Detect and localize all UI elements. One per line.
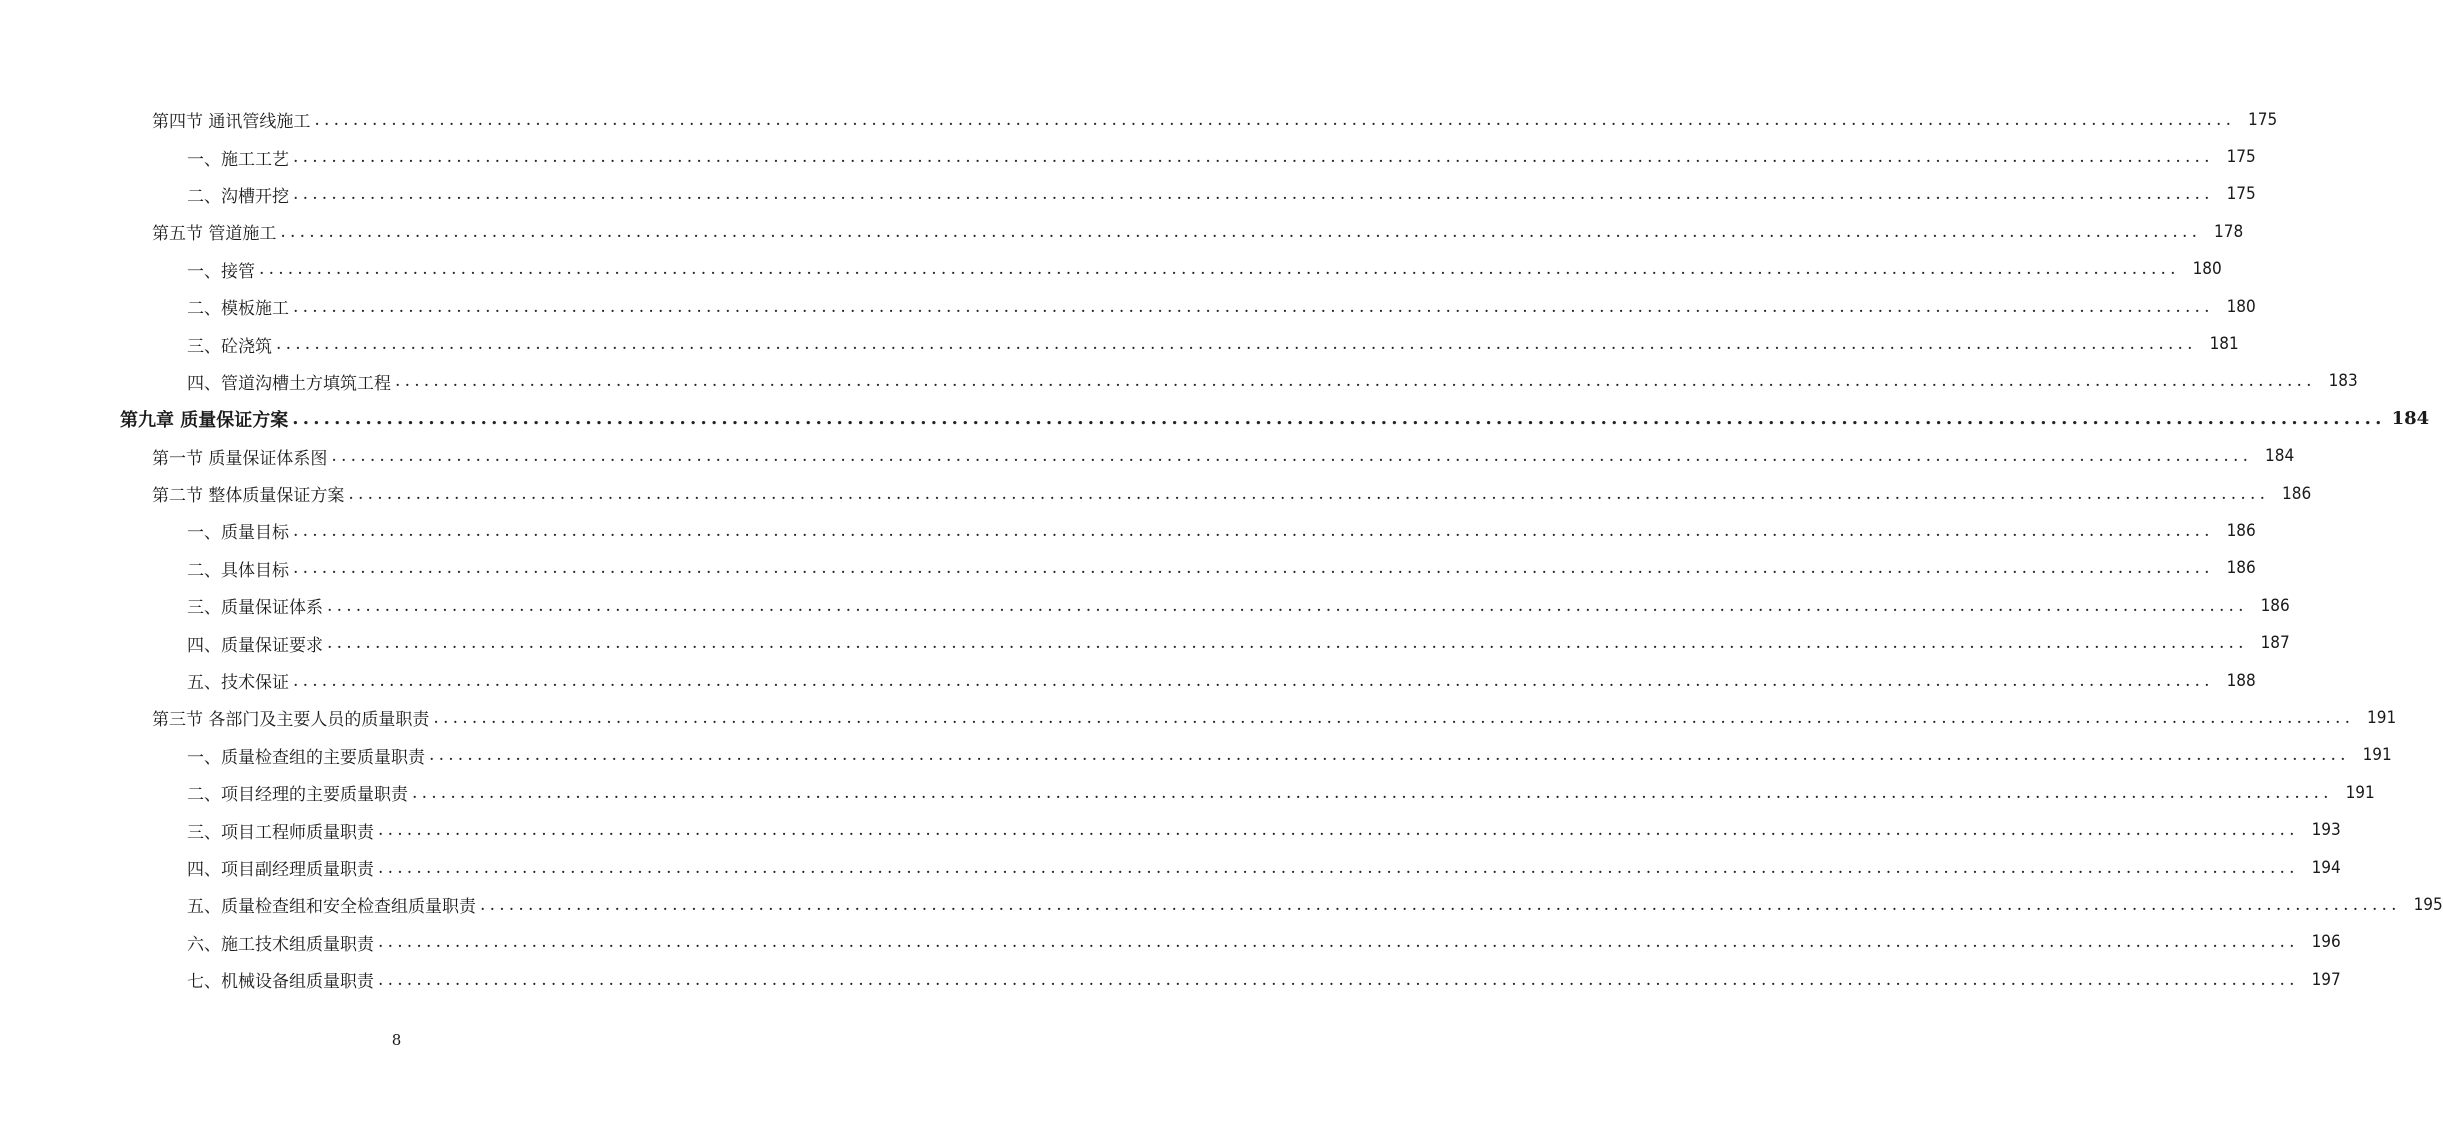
- toc-entry[interactable]: [0, 624, 2290, 661]
- toc-entry-page: 191: [2345, 782, 2375, 803]
- toc-dot-leader: ........................................................................................................................................................................................................: [314, 109, 2236, 130]
- toc-entry[interactable]: [0, 138, 2256, 175]
- toc-entry-label: 二、模板施工: [187, 299, 289, 320]
- toc-entry-page: 175: [2226, 184, 2256, 205]
- toc-entry-page: 186: [2226, 558, 2256, 579]
- toc-entry-label: 一、施工工艺: [187, 149, 289, 170]
- toc-entry[interactable]: [0, 325, 2239, 362]
- toc-entry-page: 188: [2226, 670, 2256, 691]
- toc-entry[interactable]: [0, 550, 2256, 587]
- toc-entry-label: 三、质量保证体系: [187, 598, 323, 619]
- toc-dot-leader: ........................................................................................................................................................................................................: [348, 483, 2270, 504]
- toc-dot-leader: ........................................................................................................................................................................................................: [395, 371, 2316, 392]
- toc-entry-page: 194: [2311, 857, 2341, 878]
- toc-dot-leader: ........................................................................................................................................................................................................: [293, 520, 2214, 541]
- toc-entry[interactable]: [0, 363, 2358, 400]
- toc-entry[interactable]: [0, 737, 2392, 774]
- toc-dot-leader: ........................................................................................................................................................................................................: [480, 894, 2401, 915]
- toc-entry-label: 六、施工技术组质量职责: [187, 934, 374, 955]
- toc-entry-label: 第九章 质量保证方案: [120, 409, 289, 431]
- toc-entry[interactable]: [0, 475, 2312, 512]
- toc-entry[interactable]: [0, 176, 2256, 213]
- toc-entry-page: 197: [2311, 969, 2341, 990]
- toc-entry-label: 第四节 通讯管线施工: [152, 112, 311, 133]
- toc-dot-leader: ........................................................................................................................................................................................................: [378, 820, 2299, 841]
- toc-entry[interactable]: [0, 811, 2341, 848]
- toc-entry[interactable]: [0, 251, 2222, 288]
- toc-entry-label: 一、质量目标: [187, 523, 289, 544]
- toc-dot-leader: ........................................................................................................................................................................................................: [412, 782, 2333, 803]
- toc-entry-page: 181: [2209, 334, 2239, 355]
- toc-dot-leader: ........................................................................................................................................................................................................: [276, 334, 2197, 355]
- toc-dot-leader: ........................................................................................................................................................................................................: [378, 969, 2299, 990]
- toc-entry-page: 186: [2260, 595, 2290, 616]
- toc-entry-label: 四、项目副经理质量职责: [187, 860, 374, 880]
- toc-entry-label: 三、项目工程师质量职责: [187, 822, 374, 843]
- toc-entry[interactable]: [0, 512, 2256, 549]
- toc-entry[interactable]: [0, 924, 2341, 961]
- toc-entry-label: 一、接管: [187, 261, 255, 282]
- toc-dot-leader: ........................................................................................................................................................................................................: [293, 558, 2214, 579]
- toc-entry-page: 184: [2391, 408, 2430, 430]
- toc-entry-page: 180: [2192, 259, 2222, 280]
- toc-entry-page: 196: [2311, 932, 2341, 953]
- toc-entry-page: 184: [2264, 446, 2295, 467]
- toc-entry-page: 191: [2362, 745, 2392, 766]
- toc-entry[interactable]: [0, 961, 2341, 998]
- toc-dot-leader: ........................................................................................................................................................................................................: [433, 707, 2355, 728]
- toc-entry-label: 四、管道沟槽土方填筑工程: [187, 373, 391, 394]
- toc-entry-page: 175: [2247, 109, 2278, 130]
- toc-entry-label: 第五节 管道施工: [152, 224, 277, 245]
- toc-entry-page: 193: [2311, 820, 2341, 841]
- toc-entry-page: 175: [2226, 147, 2256, 168]
- toc-dot-leader: ........................................................................................................................................................................................................: [378, 932, 2299, 953]
- toc-entry-label: 二、沟槽开挖: [187, 186, 289, 207]
- toc-entry[interactable]: [0, 662, 2256, 699]
- toc-dot-leader: ........................................................................................................................................................................................................: [331, 446, 2253, 467]
- toc-dot-leader: ........................................................................................................................................................................................................: [429, 745, 2350, 766]
- toc-entry-label: 二、具体目标: [187, 560, 289, 581]
- toc-dot-leader: ........................................................................................................................................................................................................: [378, 857, 2299, 878]
- toc-entry-page: 186: [2281, 483, 2312, 504]
- toc-entry-page: 195: [2413, 894, 2443, 915]
- toc-entry[interactable]: [0, 400, 2430, 437]
- toc-entry-label: 四、质量保证要求: [187, 635, 323, 656]
- toc-entry-page: 191: [2366, 707, 2397, 728]
- toc-entry[interactable]: [0, 587, 2290, 624]
- toc-entry[interactable]: [0, 438, 2295, 475]
- toc-entry-page: 183: [2328, 371, 2358, 392]
- toc-entry-page: 180: [2226, 296, 2256, 317]
- toc-entry-label: 三、砼浇筑: [187, 336, 272, 357]
- toc-entry[interactable]: [0, 886, 2443, 923]
- toc-dot-leader: ........................................................................................................................................................................................................: [293, 147, 2214, 168]
- toc-dot-leader: ........................................................................................................................................................................................................: [293, 670, 2214, 691]
- toc-entry-label: 二、项目经理的主要质量职责: [187, 785, 408, 806]
- toc-dot-leader: ........................................................................................................................................................................................................: [327, 633, 2248, 654]
- toc-entry-label: 五、质量检查组和安全检查组质量职责: [187, 897, 476, 918]
- toc-entry[interactable]: [0, 101, 2278, 138]
- table-of-contents: [0, 101, 2443, 998]
- toc-dot-leader: ........................................................................................................................................................................................................: [259, 259, 2180, 280]
- toc-dot-leader: ........................................................................................................................................................................................................: [293, 184, 2214, 205]
- toc-entry[interactable]: [0, 774, 2375, 811]
- toc-entry-label: 七、机械设备组质量职责: [187, 972, 374, 993]
- toc-entry[interactable]: [0, 699, 2397, 736]
- toc-entry-label: 第一节 质量保证体系图: [152, 448, 328, 469]
- toc-entry-page: 187: [2260, 633, 2290, 654]
- toc-dot-leader: ........................................................................................................................................................................................................: [292, 408, 2386, 430]
- toc-dot-leader: ........................................................................................................................................................................................................: [293, 296, 2214, 317]
- toc-entry[interactable]: [0, 849, 2341, 886]
- toc-entry-label: 第二节 整体质量保证方案: [152, 486, 345, 507]
- toc-dot-leader: ........................................................................................................................................................................................................: [327, 595, 2248, 616]
- toc-entry-label: 第三节 各部门及主要人员的质量职责: [152, 710, 430, 731]
- toc-entry[interactable]: [0, 213, 2244, 250]
- toc-entry-page: 186: [2226, 520, 2256, 541]
- toc-entry-label: 一、质量检查组的主要质量职责: [187, 747, 425, 768]
- page-number: 8: [391, 1031, 402, 1049]
- toc-entry[interactable]: [0, 288, 2256, 325]
- toc-entry-label: 五、技术保证: [187, 673, 289, 694]
- toc-dot-leader: ........................................................................................................................................................................................................: [280, 221, 2202, 242]
- toc-entry-page: 178: [2213, 221, 2244, 242]
